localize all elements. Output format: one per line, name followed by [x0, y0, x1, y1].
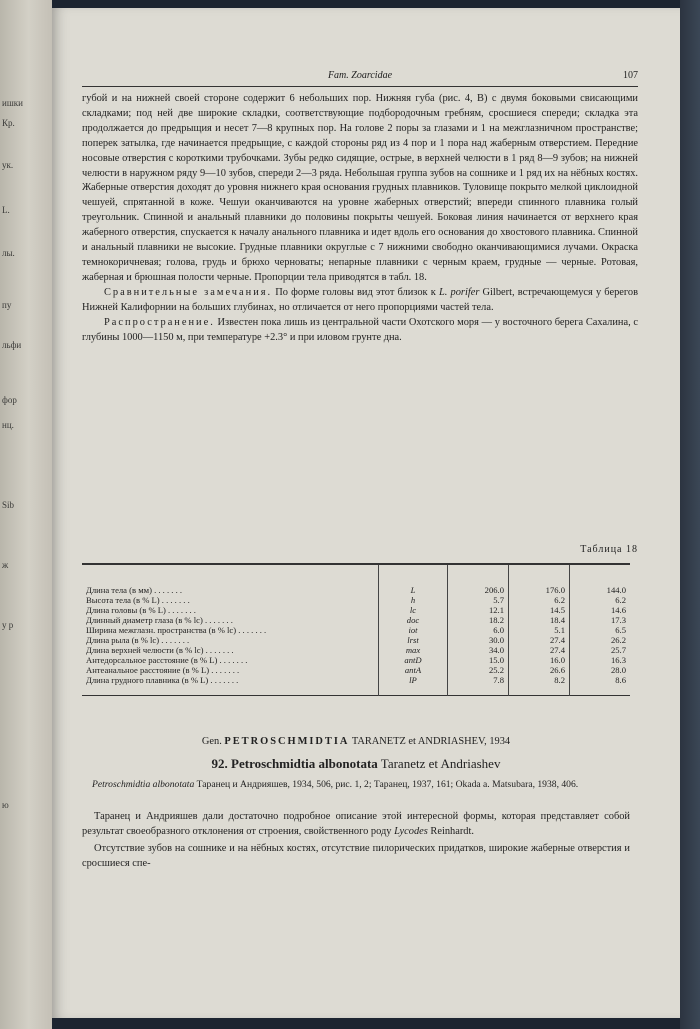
remarks-text: По форме головы вид этот близок к — [272, 286, 439, 298]
discussion-text-end: Reinhardt. — [427, 825, 474, 837]
genus-prefix: Gen. — [201, 736, 225, 747]
row-symbol: doc — [379, 615, 448, 625]
value-cell: 5.7 — [448, 595, 509, 605]
margin-fragment: у р — [2, 620, 14, 630]
row-label: Длина грудного плавника (в % L) . . . . . . . — [86, 675, 239, 685]
remarks-heading: Сравнительные замечания. — [104, 286, 273, 298]
margin-fragment: нц. — [2, 420, 14, 430]
table-caption: Таблица 18 — [580, 544, 638, 555]
row-label: Длина рыла (в % lc) . . . . . . . — [86, 635, 190, 645]
value-cell: 27.4 — [509, 635, 570, 645]
row-symbol: antD — [379, 655, 448, 665]
value-cell: 28.0 — [610, 665, 626, 675]
species-heading — [82, 756, 630, 772]
distribution-paragraph — [82, 316, 638, 346]
table-row — [82, 655, 630, 665]
row-symbol: lrst — [379, 635, 448, 645]
genus-heading — [82, 736, 630, 747]
row-symbol: L — [379, 564, 448, 595]
value-cell: 206.0 — [448, 564, 509, 595]
genus-discussion — [82, 810, 630, 874]
margin-fragment: льфи — [2, 340, 22, 350]
value-cell: 25.2 — [448, 665, 509, 675]
genus-ref: Lycodes — [394, 825, 428, 837]
book-edge — [680, 0, 700, 1029]
row-symbol: iot — [379, 625, 448, 635]
row-symbol: lP — [379, 675, 448, 696]
value-cell: 8.6 — [615, 675, 626, 685]
table-row — [82, 675, 630, 696]
value-cell: 14.5 — [509, 605, 570, 615]
row-symbol: lc — [379, 605, 448, 615]
margin-fragment: Кр. — [2, 118, 15, 128]
value-cell: 144.0 — [606, 585, 626, 595]
table-row — [82, 645, 630, 655]
discussion-paragraph-2: Отсутствие зубов на сошнике и на нёбных костях, отсутствие пилорических придатков, широкие жаберные отверстия и сросшиеся спе- — [82, 842, 630, 869]
value-cell: 27.4 — [509, 645, 570, 655]
table-row — [82, 564, 630, 595]
table-row — [82, 625, 630, 635]
value-cell: 16.0 — [509, 655, 570, 665]
value-cell: 12.1 — [448, 605, 509, 615]
adjacent-page-edge — [0, 0, 52, 1029]
margin-fragment: ж — [2, 560, 9, 570]
distribution-text: Известен пока лишь из центральной части Охотского моря — у восточного берега Сахалина, с глубины 1000—1150 м, при температуре +2.3° и при иловом грунте дна. — [82, 316, 638, 343]
margin-fragment: ук. — [2, 160, 14, 170]
remarks-text-end: Gilbert, встречающемуся у берегов Нижней Калифорнии на больших глубинах, но отличается от него пропорциями частей тела. — [82, 286, 638, 313]
margin-fragment: лы. — [2, 248, 15, 258]
table-row — [82, 615, 630, 625]
margin-fragment: L. — [2, 205, 10, 215]
discussion-paragraph-1 — [82, 810, 630, 840]
page-number: 107 — [623, 70, 638, 81]
book-page — [52, 8, 680, 1018]
row-label: Длина тела (в мм) . . . . . . . — [86, 585, 183, 595]
value-cell: 34.0 — [448, 645, 509, 655]
row-symbol: h — [379, 595, 448, 605]
value-cell: 6.5 — [615, 625, 626, 635]
row-symbol: antA — [379, 665, 448, 675]
row-label: Антедорсальное расстояние (в % L) . . . . . . . — [86, 655, 248, 665]
row-label: Ширина межглазн. пространства (в % lc) . . . . . . . — [86, 625, 267, 635]
value-cell: 6.2 — [509, 595, 570, 605]
value-cell: 26.6 — [509, 665, 570, 675]
value-cell: 25.7 — [610, 645, 626, 655]
measurement-table — [82, 563, 630, 696]
table-row — [82, 635, 630, 645]
value-cell: 6.2 — [615, 595, 626, 605]
synonymy-name: Petroschmidtia albonotata — [92, 779, 195, 790]
discussion-text: Таранец и Андрияшев дали достаточно подробное описание этой интересной формы, которая представляет собой результат своеобразного отклонения от строения, свойственного роду — [82, 811, 630, 837]
genus-authors: TARANETZ et ANDRIASHEV, 1934 — [349, 736, 511, 747]
value-cell: 14.6 — [610, 605, 626, 615]
margin-fragment: ю — [2, 800, 9, 810]
value-cell: 8.2 — [509, 675, 570, 696]
row-label: Длинный диаметр глаза (в % lc) . . . . . . . — [86, 615, 233, 625]
value-cell: 7.8 — [448, 675, 509, 696]
value-cell: 18.2 — [448, 615, 509, 625]
running-title: Fam. Zoarcidae — [327, 70, 393, 81]
table-row — [82, 605, 630, 615]
genus-name: PETROSCHMIDTIA — [224, 736, 350, 747]
margin-fragment: пу — [2, 300, 12, 310]
margin-fragment: ишки — [2, 98, 23, 108]
distribution-heading: Распространение. — [104, 316, 215, 328]
value-cell: 15.0 — [448, 655, 509, 665]
description-paragraph: губой и на нижней своей стороне содержит 6 небольших пор. Нижняя губа (рис. 4, В) с двумя боковыми свисающими складками; под ней две широкие складки, соответствующие подбородочным гребням, сросшиеся спереди; складка эта продолжается до предрыщия и несет 7—8 крупных пор. На голове 2 поры за глазами и 1 на межглазничном пространстве; поперек затылка, где начинается предрыщие, с каждой стороны ряд из 4 пор и 1 пора над жаберным отверстием. Передние носовые отверстия с короткими трубочками. Зубы редко сидящие, острые, в верхней челюсти в 1 ряд 8—9 зубов; на нижней челюсти в наружном ряду 9—10 зубов, спереди 2—3 ряда. Небольшая группа зубов на сошнике и 1 ряд их на нёбных костях. Жаберные отверстия доходят до уровня нижнего края основания грудных плавников. Туловище покрыто мелкой циклоидной чешуей, спрятанной в коже. Чешуи оканчиваются на уровне жаберных отверстий; впереди спинного плавника голый треугольник. Спинной и анальный плавники до половины покрыты чешуей. Боковая линия начинается от верхнего края жаберного отверстия, спускается к началу анального плавника и идет вдоль его основания до хвостового плавника. Спинной и анальный плавники не высокие. Грудные плавники округлые с 7 нижними свободно оканчивающимися лучами. Окраска темнокоричневая; голова, грудь и брюхо черноваты; непарные плавники с черным краем, грудные — черные. Ротовая, жаберная и брюшная полости черные. Пропорции тела приводятся в табл. 18. — [82, 93, 638, 283]
row-label: Длина головы (в % L) . . . . . . . — [86, 605, 196, 615]
value-cell: 18.4 — [509, 615, 570, 625]
species-name: 92. Petroschmidtia albonotata — [211, 756, 378, 771]
page-header — [82, 66, 638, 87]
row-label: Антеанальное расстояние (в % L) . . . . . . . — [86, 665, 240, 675]
species-authors: Taranetz et Andriashev — [377, 756, 501, 771]
remarks-species: L. porifer — [438, 286, 480, 298]
synonymy — [82, 778, 630, 791]
value-cell: 30.0 — [448, 635, 509, 645]
table-row — [82, 595, 630, 605]
remarks-paragraph — [82, 286, 638, 316]
table-row — [82, 665, 630, 675]
synonymy-text: Таранец и Андрияшев, 1934, 506, рис. 1, 2; Таранец, 1937, 161; Okada a. Matsubara, 1938, 406. — [194, 779, 579, 790]
value-cell: 16.3 — [610, 655, 626, 665]
value-cell: 26.2 — [610, 635, 626, 645]
species-description — [82, 92, 638, 345]
margin-fragment: фор — [2, 395, 17, 405]
row-symbol: max — [379, 645, 448, 655]
row-label: Длина верхней челюсти (в % lc) . . . . . . . — [86, 645, 234, 655]
row-label: Высота тела (в % L) . . . . . . . — [86, 595, 190, 605]
value-cell: 17.3 — [610, 615, 626, 625]
value-cell: 176.0 — [509, 564, 570, 595]
value-cell: 5.1 — [509, 625, 570, 635]
margin-fragment: Sib — [2, 500, 15, 510]
value-cell: 6.0 — [448, 625, 509, 635]
